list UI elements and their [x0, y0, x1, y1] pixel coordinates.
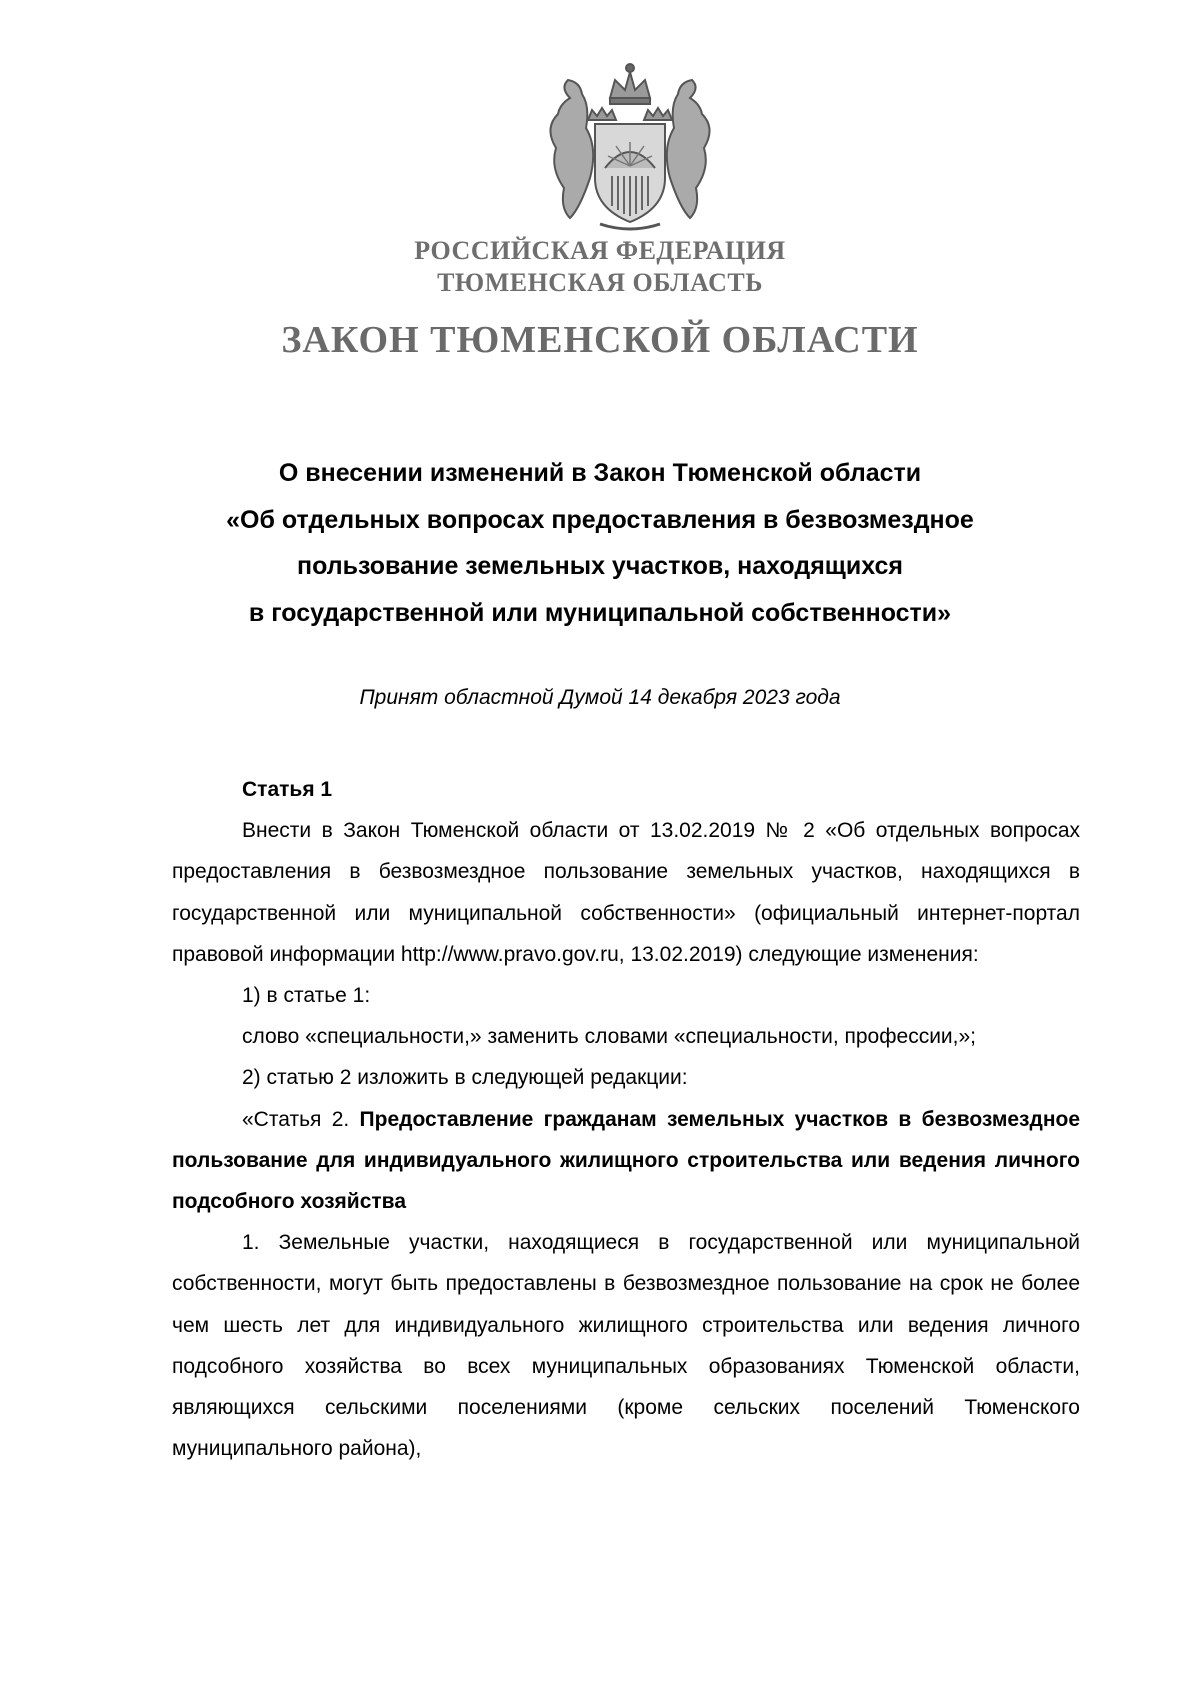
header-country: РОССИЙСКАЯ ФЕДЕРАЦИЯ — [414, 236, 786, 265]
document-body — [172, 769, 1080, 1469]
adoption-note: Принят областной Думой 14 декабря 2023 года — [359, 686, 841, 709]
law-title — [150, 450, 1050, 636]
paragraph-item-2: 2) статью 2 изложить в следующей редакции: — [242, 1066, 688, 1090]
paragraph-clause-1: 1. Земельные участки, находящиеся в государственной или муниципальной собственности, могут быть предоставлены в безвозмездное пользование на срок не более чем шесть лет для индивидуального жилищного строительства или ведения личного подсобного хозяйства во всех муниципальных образованиях Тюменской области, являющихся сельскими поселениями (кроме сельских поселений Тюменского муниципального района), — [172, 1231, 1080, 1461]
paragraph-item-1: 1) в статье 1: — [242, 984, 371, 1008]
law-title-line-2: «Об отдельных вопросах предоставления в безвозмездное — [226, 505, 974, 534]
article-heading: Статья 1 — [242, 778, 333, 801]
paragraph-replacement: слово «специальности,» заменить словами «специальности, профессии,»; — [242, 1025, 977, 1049]
paragraph-article-2-heading — [172, 1099, 1080, 1223]
article-2-prefix: «Статья 2. — [242, 1107, 360, 1131]
paragraph-intro: Внести в Закон Тюменской области от 13.02.2019 № 2 «Об отдельных вопросах предоставления в безвозмездное пользование земельных участков, находящихся в государственной или муниципальной собственности» (официальный интернет-портал правовой информации http://www.pravo.gov.ru, 13.02.2019) следующие изменения: — [172, 819, 1080, 966]
law-title-line-4: в государственной или муниципальной собственности» — [248, 598, 952, 627]
header-law-title: ЗАКОН ТЮМЕНСКОЙ ОБЛАСТИ — [281, 319, 919, 361]
law-title-line-1: О внесении изменений в Закон Тюменской области — [278, 459, 922, 487]
coat-of-arms-emblem — [530, 58, 730, 234]
law-title-line-3: пользование земельных участков, находящихся — [296, 552, 904, 580]
article-2-title: Предоставление гражданам земельных участков в безвозмездное пользование для индивидуального жилищного строительства или ведения личного подсобного хозяйства — [172, 1107, 1081, 1214]
header-region: ТЮМЕНСКАЯ ОБЛАСТЬ — [437, 268, 763, 297]
